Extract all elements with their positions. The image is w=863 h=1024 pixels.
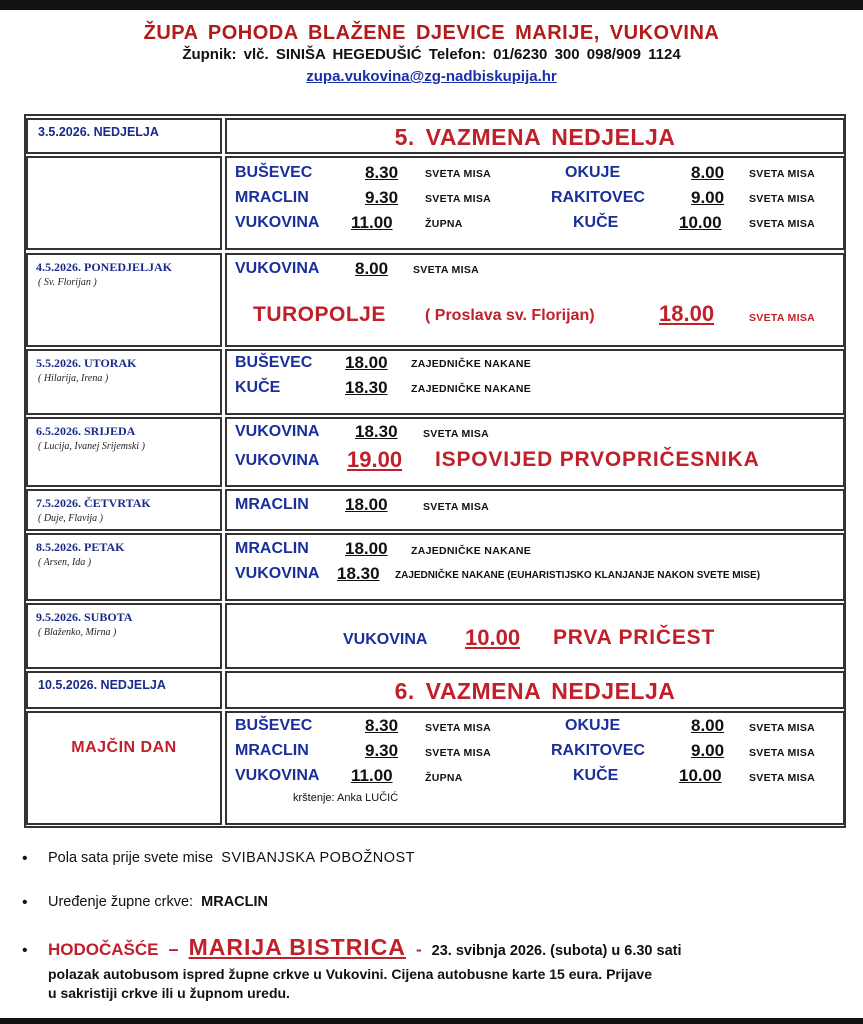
mass-note: SVETA MISA (749, 218, 816, 230)
mass-time: 18.00 (345, 353, 388, 372)
mass-time: 11.00 (351, 213, 393, 232)
mass-note: SVETA MISA (425, 722, 492, 734)
mass-place: VUKOVINA (235, 214, 320, 231)
mass-note: SVETA MISA (413, 264, 480, 276)
parish-contact: Župnik: vlč. SINIŠA HEGEDUŠIĆ Telefon: 01/6230 300 098/909 1124 (182, 46, 681, 63)
pilgrimage-label: HODOČAŠĆE (48, 940, 159, 959)
saint-name: ( Hilarija, Irena ) (38, 373, 109, 384)
mothers-day-cell (26, 711, 222, 825)
mass-place: MRACLIN (235, 540, 309, 557)
saint-name: ( Duje, Flavija ) (38, 513, 103, 524)
mass-note: SVETA MISA (423, 428, 490, 440)
date-label: 4.5.2026. PONEDJELJAK (36, 260, 173, 274)
mass-time: 8.30 (365, 163, 399, 182)
date-cell-wednesday (26, 417, 222, 487)
mass-note: ŽUPNA (425, 218, 463, 230)
bullet-icon: • (22, 894, 28, 911)
mass-place: VUKOVINA (235, 260, 320, 277)
mass-time: 9.30 (365, 741, 399, 760)
date-label: 6.5.2026. SRIJEDA (36, 424, 136, 438)
mothers-day-label: MAJČIN DAN (71, 739, 177, 756)
date-label: 7.5.2026. ČETVRTAK (36, 496, 151, 510)
mass-note: SVETA MISA (425, 168, 492, 180)
pilgrimage-destination: MARIJA BISTRICA (188, 934, 406, 960)
pilgrimage-dash: – (168, 939, 179, 959)
mass-place: KUČE (235, 379, 281, 396)
sunday-title: 5. VAZMENA NEDJELJA (394, 124, 676, 150)
mass-time: 18.30 (337, 564, 380, 583)
saint-name: ( Blaženko, Mirna ) (38, 627, 117, 638)
saint-name: ( Lucija, Ivanej Srijemski ) (38, 441, 145, 452)
special-place: TUROPOLJE (253, 303, 386, 326)
bottom-edge (0, 1018, 863, 1024)
date-cell-saturday (26, 603, 222, 669)
note-may-devotion (48, 850, 415, 866)
special-description: ( Proslava sv. Florijan) (425, 307, 595, 324)
date-cell-monday (26, 253, 222, 347)
mass-place: BUŠEVEC (235, 164, 313, 181)
bullet-icon: • (22, 850, 28, 867)
schedule-cell-monday (225, 253, 845, 347)
blank-date-cell (26, 156, 222, 250)
date-label: 5.5.2026. UTORAK (36, 356, 137, 370)
mass-note: SVETA MISA (749, 168, 816, 180)
mass-place: BUŠEVEC (235, 717, 313, 734)
pilgrimage-details-1: polazak autobusom ispred župne crkve u Vukovini. Cijena autobusne karte 15 eura. Prijave (48, 966, 653, 982)
parish-email-link[interactable]: zupa.vukovina@zg-nadbiskupija.hr (306, 68, 557, 85)
date-label: 8.5.2026. PETAK (36, 540, 125, 554)
date-cell-sunday-2 (26, 671, 222, 709)
date-cell-friday (26, 533, 222, 601)
sunday-masses-1 (225, 156, 845, 250)
special-place: VUKOVINA (343, 631, 428, 648)
mass-time: 10.00 (679, 213, 722, 232)
note-text: Uređenje župne crkve: (48, 894, 194, 910)
saint-name: ( Arsen, Ida ) (38, 557, 92, 568)
pilgrimage-details-2: u sakristiji crkve ili u župnom uredu. (48, 985, 290, 1001)
saint-name: ( Sv. Florijan ) (38, 277, 97, 288)
note-pilgrimage (48, 934, 681, 961)
first-communion-label: PRVA PRIČEST (553, 626, 716, 649)
baptism-note: krštenje: Anka LUČIĆ (293, 792, 399, 804)
mass-place: VUKOVINA (235, 452, 320, 469)
mass-place: KUČE (573, 767, 619, 784)
note-church-cleaning (48, 894, 268, 910)
mass-note: SVETA MISA (749, 747, 816, 759)
sunday-title: 6. VAZMENA NEDJELJA (394, 678, 676, 704)
title-cell-sunday-1 (225, 118, 845, 154)
date-cell-thursday (26, 489, 222, 531)
mass-place: VUKOVINA (235, 565, 320, 582)
mass-note: SVETA MISA (425, 747, 492, 759)
mass-time: 11.00 (351, 766, 393, 785)
mass-time: 9.00 (691, 188, 725, 207)
mass-note: SVETA MISA (749, 193, 816, 205)
mass-place: RAKITOVEC (551, 189, 645, 206)
date-cell-tuesday (26, 349, 222, 415)
pilgrimage-date: 23. svibnja 2026. (subota) u 6.30 sati (431, 943, 682, 959)
mass-time: 18.30 (355, 422, 398, 441)
top-edge (0, 0, 863, 10)
mass-note: ZAJEDNIČKE NAKANE (411, 545, 532, 557)
date-label: 3.5.2026. NEDJELJA (38, 125, 159, 139)
mass-place: OKUJE (565, 717, 621, 734)
schedule-cell-tuesday (225, 349, 845, 415)
mass-note: SVETA MISA (749, 772, 816, 784)
mass-place: BUŠEVEC (235, 354, 313, 371)
mass-time: 8.00 (355, 259, 389, 278)
mass-note: ZAJEDNIČKE NAKANE (411, 383, 532, 395)
mass-note: ZAJEDNIČKE NAKANE (411, 358, 532, 370)
mass-note: ZAJEDNIČKE NAKANE (EUHARISTIJSKO KLANJANJE NAKON SVETE MISE) (395, 570, 761, 581)
schedule-cell-thursday (225, 489, 845, 531)
note-bold: SVIBANJSKA POBOŽNOST (221, 850, 415, 866)
special-note: SVETA MISA (749, 312, 816, 324)
note-text: Pola sata prije svete mise (48, 850, 214, 866)
sunday-masses-2 (225, 711, 845, 825)
schedule-cell-friday (225, 533, 845, 601)
mass-place: MRACLIN (235, 742, 309, 759)
mass-place: VUKOVINA (235, 767, 320, 784)
title-cell-sunday-2 (225, 671, 845, 709)
mass-time: 9.30 (365, 188, 399, 207)
bullet-icon: • (22, 942, 28, 959)
first-communion-time: 10.00 (465, 625, 521, 650)
confession-note: ISPOVIJED PRVOPRIČESNIKA (435, 448, 760, 471)
note-bold: MRACLIN (201, 894, 268, 910)
confession-time: 19.00 (347, 447, 403, 472)
mass-note: SVETA MISA (749, 722, 816, 734)
mass-time: 18.00 (345, 539, 388, 558)
mass-place: OKUJE (565, 164, 621, 181)
mass-time: 8.00 (691, 163, 725, 182)
date-label: 9.5.2026. SUBOTA (36, 610, 133, 624)
date-label: 10.5.2026. NEDJELJA (38, 678, 166, 692)
mass-time: 10.00 (679, 766, 722, 785)
special-time: 18.00 (659, 301, 715, 326)
mass-note: ŽUPNA (425, 772, 463, 784)
pilgrimage-separator: - (415, 940, 422, 959)
mass-time: 8.00 (691, 716, 725, 735)
schedule-cell-saturday (225, 603, 845, 669)
date-cell-sunday-1 (26, 118, 222, 154)
mass-place: MRACLIN (235, 189, 309, 206)
mass-place: MRACLIN (235, 496, 309, 513)
parish-title: ŽUPA POHODA BLAŽENE DJEVICE MARIJE, VUKOVINA (143, 22, 720, 44)
mass-time: 9.00 (691, 741, 725, 760)
mass-note: SVETA MISA (425, 193, 492, 205)
mass-place: VUKOVINA (235, 423, 320, 440)
mass-time: 18.30 (345, 378, 388, 397)
mass-note: SVETA MISA (423, 501, 490, 513)
mass-time: 18.00 (345, 495, 388, 514)
schedule-cell-wednesday (225, 417, 845, 487)
mass-time: 8.30 (365, 716, 399, 735)
mass-place: RAKITOVEC (551, 742, 645, 759)
mass-place: KUČE (573, 214, 619, 231)
